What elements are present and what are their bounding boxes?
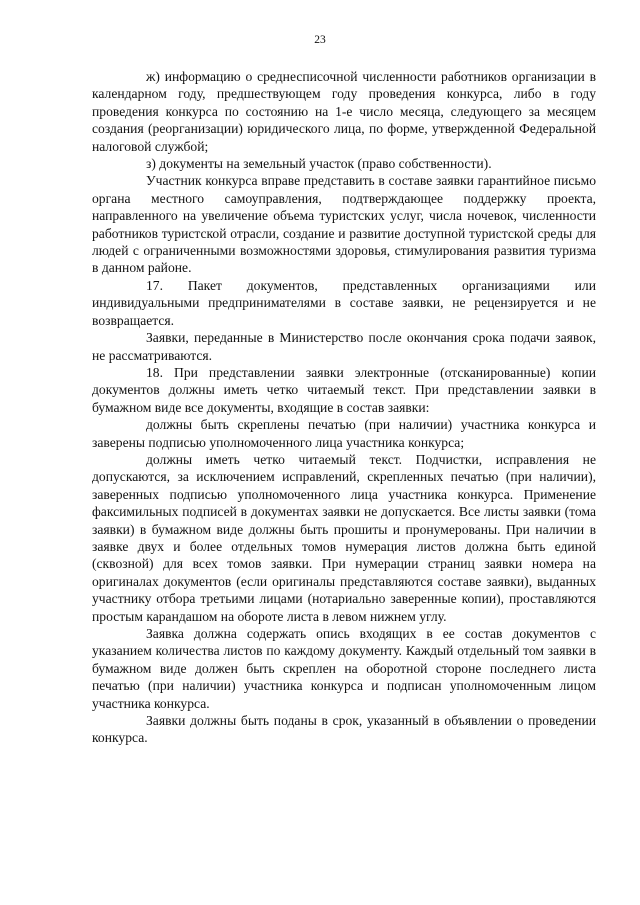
document-body [92,68,596,747]
paragraph-inventory: Заявка должна содержать опись входящих в ее состав документов с указанием количества листов по каждому документу. Каждый отдельный том заявки в бумажном виде должен быть скреплен на оборотной стороне последнего листа печатью (при наличии) участника конкурса и подписан уполномоченным лицом участника конкурса. [92,626,596,711]
paragraph-section-17: 17. Пакет документов, представленных организациями или индивидуальными предпринимателями в составе заявки, не рецензируется и не возвращается. [92,277,596,328]
paragraph-deadline: Заявки должны быть поданы в срок, указанный в объявлении о проведении конкурса. [92,713,596,746]
paragraph-readable-text: должны иметь четко читаемый текст. Подчистки, исправления не допускаются, за исключением исправлений, скрепленных печатью (при наличии), заверенных подписью уполномоченного лица участника конкурса. Применение факсимильных подписей в документах заявки не допускается. Все листы заявки (тома заявки) в бумажном виде должны быть прошиты и пронумерованы. При наличии в заявке двух и более отдельных томов нумерация листов должна быть единой (сквозной) для всех томов заявки. При нумерации страниц заявки номера на оригиналах документов (если оригиналы представляются составе заявки), выданных участнику отбора третьими лицами (нотариально заверенные копии), проставляются простым карандашом на обороте листа в левом нижнем углу. [92,451,596,624]
paragraph-guarantee-letter: Участник конкурса вправе представить в составе заявки гарантийное письмо органа местного самоуправления, подтверждающее поддержку проекта, направленного на увеличение объема туристских услуг, числа ночевок, численности работников туристской отрасли, создание и развитие доступной туристской среды для людей с ограниченными возможностями здоровья, стимулирования развития туризма в данном районе. [92,173,596,276]
paragraph-stamped: должны быть скреплены печатью (при наличии) участника конкурса и заверены подписью уполномоченного лица участника конкурса; [92,417,596,450]
page-number: 23 [314,34,326,46]
paragraph-item-zh: ж) информацию о среднесписочной численности работников организации в календарном году, предшествующем году проведения конкурса, либо в году проведения конкурса по состоянию на 1-е число месяца, следующего за месяцем создания (реорганизации) юридического лица, по форме, утвержденной Федеральной налоговой службой; [92,69,596,154]
paragraph-late-applications: Заявки, переданные в Министерство после окончания срока подачи заявок, не рассматриваются. [92,330,596,363]
paragraph-item-z: з) документы на земельный участок (право собственности). [146,156,492,172]
paragraph-section-18: 18. При представлении заявки электронные (отсканированные) копии документов должны иметь четко читаемый текст. При представлении заявки в бумажном виде все документы, входящие в состав заявки: [92,364,596,415]
